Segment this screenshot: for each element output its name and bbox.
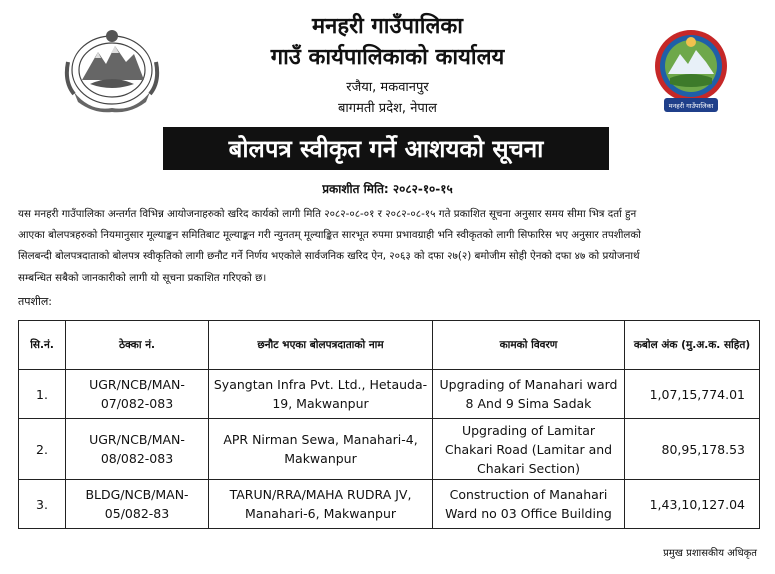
table-row	[19, 480, 760, 529]
published-date: प्रकाशीत मिति: २०८२-१०-१५	[322, 182, 453, 196]
column-header-amount: कबोल अंक (मु.अ.क. सहित)	[625, 321, 760, 370]
notice-title-banner	[163, 127, 609, 170]
notice-body-line: आएका बोलपत्रहरुको नियमानुसार मूल्याङ्कन समितिबाट मूल्याङ्कन गरी न्युनतम् मूल्याङ्कित सारभूत रुपमा प्रभावग्राही भनि स्वीकृतको लागी सिफारिस भए अनुसार तपशीलको	[18, 229, 641, 242]
notice-title: बोलपत्र स्वीकृत गर्ने आशयको सूचना	[228, 135, 544, 163]
column-header-contract-no: ठेक्का नं.	[66, 321, 209, 370]
column-header-sn: सि.नं.	[19, 321, 66, 370]
table-row	[19, 419, 760, 480]
cell-amount: 1,07,15,774.01	[625, 370, 760, 419]
cell-description: Construction of Manahari Ward no 03 Office Building	[433, 480, 625, 529]
cell-description: Upgrading of Lamitar Chakari Road (Lamitar and Chakari Section)	[433, 419, 625, 480]
cell-sn: 2.	[19, 419, 66, 480]
cell-amount: 80,95,178.53	[625, 419, 760, 480]
cell-description: Upgrading of Manahari ward 8 And 9 Sima Sadak	[433, 370, 625, 419]
municipality-name: मनहरी गाउँपालिका	[312, 14, 463, 39]
cell-contract-no: BLDG/NCB/MAN-05/082-83	[66, 480, 209, 529]
notice-body	[18, 204, 760, 289]
office-location: रजैया, मकवानपुर	[346, 80, 429, 95]
province-name: बागमती प्रदेश, नेपाल	[338, 101, 437, 116]
notice-body-line: सिलबन्दी बोलपत्रदाताको बोलपत्र स्वीकृतिको लागी छनौट गर्ने निर्णय भएकोले सार्वजनिक खरिद ऐन, २०६३ को दफा २७(२) बमोजीम सोही ऐनको दफा ४७ को प्रयोजनार्थ	[18, 250, 640, 263]
cell-amount: 1,43,10,127.04	[625, 480, 760, 529]
cell-bidder: APR Nirman Sewa, Manahari-4, Makwanpur	[209, 419, 433, 480]
cell-bidder: TARUN/RRA/MAHA RUDRA JV, Manahari-6, Makwanpur	[209, 480, 433, 529]
column-header-bidder: छनौट भएका बोलपत्रदाताको नाम	[209, 321, 433, 370]
table-row	[19, 370, 760, 419]
cell-sn: 3.	[19, 480, 66, 529]
municipality-logo-caption: मनहरी गाउँपालिका	[668, 102, 714, 110]
cell-contract-no: UGR/NCB/MAN-08/082-083	[66, 419, 209, 480]
notice-body-line: यस मनहरी गाउँपालिका अन्तर्गत विभिन्न आयोजनाहरुको खरिद कार्यको लागी मिति २०८२-०८-०१ र २०८२-०८-१५ गते प्रकाशित सूचना अनुसार समय सीमा भित्र दर्ता हुन	[18, 208, 637, 220]
cell-contract-no: UGR/NCB/MAN-07/082-083	[66, 370, 209, 419]
cell-bidder: Syangtan Infra Pvt. Ltd., Hetauda-19, Makwanpur	[209, 370, 433, 419]
column-header-description: कामको विवरण	[433, 321, 625, 370]
details-label: तपशील:	[18, 295, 53, 308]
office-name: गाउँ कार्यपालिकाको कार्यालय	[270, 45, 505, 70]
notice-body-line: सम्बन्धित सबैको जानकारीको लागी यो सूचना प्रकाशित गरिएको छ।	[18, 271, 267, 284]
table-header-row	[19, 321, 760, 370]
cell-sn: 1.	[19, 370, 66, 419]
signatory-title: प्रमुख प्रशासकीय अधिकृत	[663, 548, 757, 559]
bid-table	[18, 320, 760, 529]
